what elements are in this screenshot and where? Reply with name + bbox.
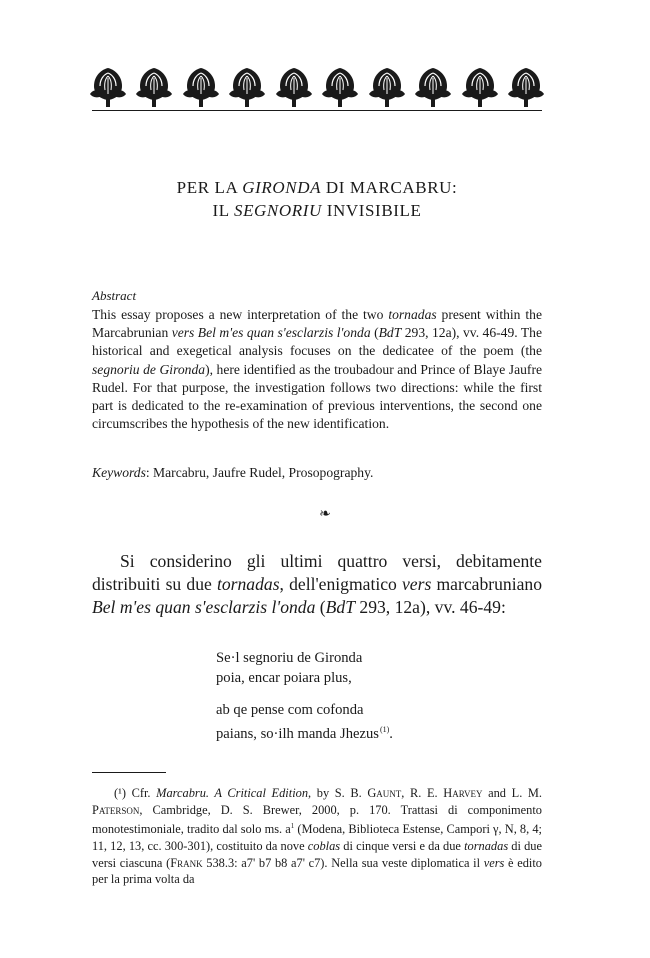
tulip-ornament-icon xyxy=(460,64,500,108)
verse-text: . xyxy=(389,726,393,742)
verse-line: poia, encar poiara plus, xyxy=(216,670,352,686)
paragraph-italic: BdT xyxy=(325,597,355,618)
footnote-text: di due versi ciascuna ( xyxy=(92,838,542,870)
author-name: Harvey xyxy=(443,786,483,800)
footnote-italic: vers xyxy=(483,855,505,870)
title-text: INVISIBILE xyxy=(321,201,422,220)
title-text: PER LA xyxy=(176,178,243,197)
intro-paragraph xyxy=(92,550,542,620)
abstract-text: ), here identified as the troubadour and Prince of Blaye Jaufre Rudel. For that purpose, the investigation follows two directions: while the first part is dedicated to the re-examination of previous interventions, the second one circumscribes the hypothesis of the new identification. xyxy=(92,361,543,432)
abstract-italic: vers Bel m'es quan s'esclarzis l'onda xyxy=(171,325,371,341)
footnote-text: , R. E. xyxy=(401,786,444,800)
abstract-italic: BdT xyxy=(378,325,402,341)
abstract-text: ( xyxy=(370,325,379,341)
author-name: Frank xyxy=(170,855,203,870)
footnote-italic: Marcabru. A Critical Edition xyxy=(156,786,309,800)
abstract-text: present within the Marcabrunian xyxy=(92,307,542,341)
fleuron-divider-icon: ❧ xyxy=(319,507,331,522)
paragraph-italic: tornadas xyxy=(216,574,280,595)
verse-text: paians, so·ilh manda Jhezus xyxy=(216,726,379,742)
footnote-text: 538.3: a7' b7 b8 a7' c7). Nella sua veste diplomatica il xyxy=(202,855,484,870)
paragraph-italic: vers xyxy=(402,574,432,595)
footnote-superscript: 1 xyxy=(290,822,295,831)
abstract-italic: tornadas xyxy=(388,307,437,322)
paragraph-text: , dell'enigmatico xyxy=(279,574,402,595)
title-italic-gironda: GIRONDA xyxy=(242,178,322,197)
verse-line: ab qe pense com cofonda xyxy=(216,702,364,718)
paragraph-text: 293, 12a), vv. 46-49: xyxy=(355,597,506,618)
tulip-ornament-icon xyxy=(274,64,314,108)
tulip-ornament-icon xyxy=(88,64,128,108)
keywords-label: Keywords xyxy=(92,465,146,480)
paragraph-text: marcabruniano xyxy=(431,574,542,595)
verse-stanza-1 xyxy=(216,648,393,688)
author-name: Paterson xyxy=(92,802,140,817)
title-italic-segnoriu: SEGNORIU xyxy=(233,201,322,220)
title-line-1 xyxy=(92,176,542,199)
keywords xyxy=(92,464,542,482)
footnote-text: , Cambridge, D. S. Brewer, 2000, p. 170. Trattasi di componimento monotestimoniale, tradito dal solo ms. a xyxy=(92,802,542,837)
footnote-text: and L. M. xyxy=(482,786,543,800)
abstract-italic: segnoriu de Gironda xyxy=(92,361,206,377)
footnote-text: (Modena, Biblioteca Estense, Campori γ, N, 8, 4; 11, 12, 13, cc. 300-301), costituito da nove xyxy=(92,822,542,853)
header-rule xyxy=(92,110,542,111)
header-ornament-band xyxy=(88,62,546,108)
footnote-marker[interactable]: (1) xyxy=(379,725,390,734)
verse-quotation xyxy=(216,648,393,756)
footnote-text: è edito per la prima volta da xyxy=(92,855,543,887)
abstract-heading: Abstract xyxy=(92,288,137,303)
paragraph-text: Si considerino gli ultimi quattro versi, debitamente distribuiti su due xyxy=(92,551,542,595)
paragraph-text: ( xyxy=(315,597,326,618)
tulip-ornament-icon xyxy=(227,64,267,108)
tulip-ornament-icon xyxy=(506,64,546,108)
tulip-ornament-icon xyxy=(367,64,407,108)
abstract-text: 293, 12a), vv. 46-49. The historical and exegetical analysis focuses on the dedicatee of the poem (the xyxy=(92,325,542,359)
abstract-text: This essay proposes a new interpretation of the two xyxy=(92,307,389,322)
verse-stanza-2 xyxy=(216,700,393,744)
footnote-italic: tornadas xyxy=(464,838,509,853)
footnote-text: (¹) Cfr. xyxy=(114,786,157,800)
verse-line xyxy=(216,720,393,744)
verse-line: Se·l segnoriu de Gironda xyxy=(216,650,363,666)
footnote-text: , by S. B. xyxy=(308,786,368,800)
tulip-ornament-icon xyxy=(181,64,221,108)
tulip-ornament-icon xyxy=(413,64,453,108)
keywords-text: : Marcabru, Jaufre Rudel, Prosopography. xyxy=(145,465,374,480)
footnote-1 xyxy=(92,785,542,888)
title-line-2 xyxy=(92,199,542,222)
tulip-ornament-icon xyxy=(134,64,174,108)
paragraph-italic: Bel m'es quan s'esclarzis l'onda xyxy=(92,597,316,618)
tulip-ornament-icon xyxy=(320,64,360,108)
title-text: IL xyxy=(212,201,234,220)
footnote-italic: coblas xyxy=(307,838,341,853)
article-title xyxy=(92,176,542,222)
footnote-text: di cinque versi e da due xyxy=(340,838,465,853)
title-text: DI MARCABRU: xyxy=(321,178,458,197)
author-name: Gaunt xyxy=(367,786,402,800)
abstract-body xyxy=(92,306,542,433)
footnote-rule xyxy=(92,772,166,773)
